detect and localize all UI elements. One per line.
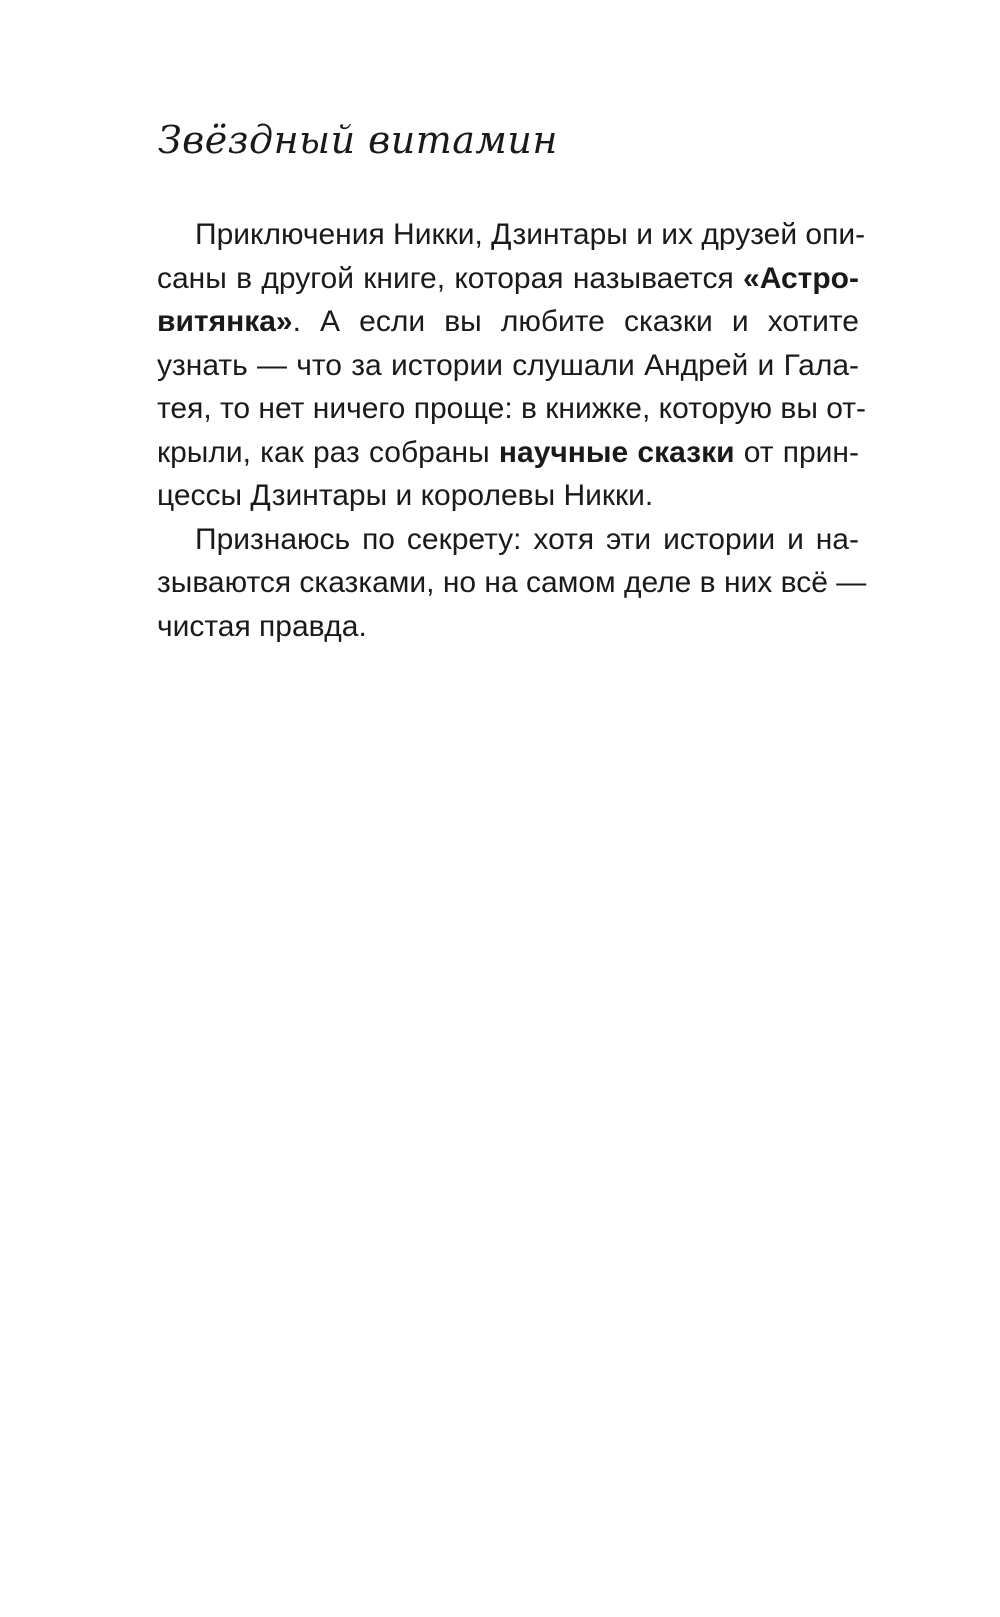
text-run: крыли, как раз собраны: [157, 435, 499, 469]
text-run: от прин-: [734, 435, 859, 469]
text-line: [157, 300, 859, 344]
running-title: Звёздный витамин: [158, 118, 558, 162]
text-line: зываются сказками, но на самом деле в них всё —: [157, 566, 867, 599]
text-line: [157, 431, 859, 475]
emphasis: научные сказки: [498, 435, 735, 469]
book-title-emphasis: «Астро-: [743, 261, 859, 295]
text-line: цессы Дзинтары и королевы Никки.: [157, 479, 654, 512]
text-line: Признаюсь по секрету: хотя эти истории и на-: [195, 522, 859, 556]
paragraph: [157, 518, 867, 649]
text-run: . А если вы любите сказки и хотите: [292, 305, 859, 338]
text-line: узнать — что за истории слушали Андрей и Гала-: [157, 348, 859, 382]
text-run: саны в другой книге, которая называется: [157, 261, 744, 295]
text-line: чистая правда.: [157, 609, 367, 643]
text-line: Приключения Никки, Дзинтары и их друзей опи-: [195, 218, 866, 251]
body-text: [157, 213, 867, 648]
book-title-emphasis: витянка»: [157, 305, 293, 338]
paragraph: [157, 213, 866, 518]
text-line: [157, 257, 859, 301]
text-line: тея, то нет ничего проще: в книжке, которую вы от-: [157, 392, 866, 425]
